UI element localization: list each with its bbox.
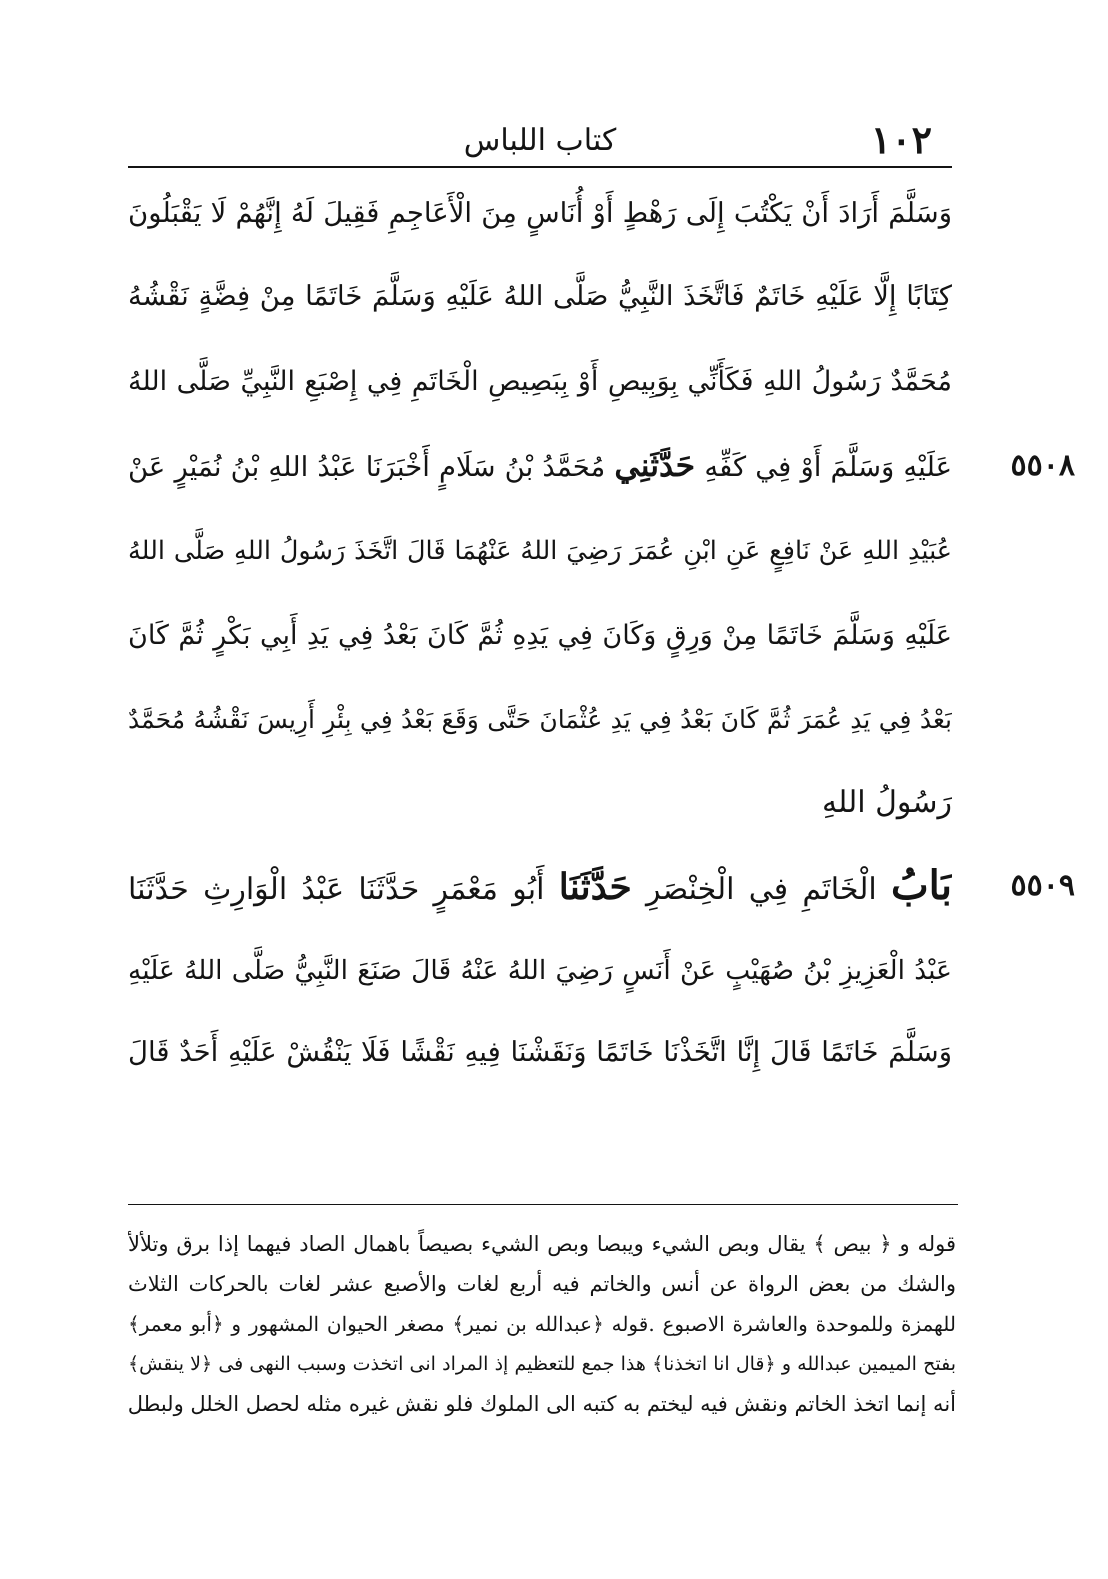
main-text-line xyxy=(128,856,952,916)
text-segment: عَلَيْهِ وَسَلَّمَ أَوْ فِي كَفِّهِ xyxy=(704,451,952,483)
text-segment: الْخَاتَمِ فِي الْخِنْصَرِ xyxy=(646,872,877,907)
main-text-line: عَبْدُ الْعَزِيزِ بْنُ صُهَيْبٍ عَنْ أَنَسٍ رَضِيَ اللهُ عَنْهُ قَالَ صَنَعَ النَّبِيُّ صَلَّى اللهُ عَلَيْهِ xyxy=(128,955,952,986)
footnote-divider xyxy=(128,1204,958,1205)
book-title: كتاب اللباس xyxy=(463,123,617,158)
footnote-line: بفتح الميمين عبدالله و ﴿قال انا اتخذنا﴾ هذا جمع للتعظيم إذ المراد انى اتخذت وسبب النهى فى ﴿لا ينقش﴾ xyxy=(128,1353,956,1375)
page-number: ١٠٢ xyxy=(870,117,932,162)
footnote-line: قوله و ﴿ بيص ﴾ يقال وبص الشيء ويبصا وبص الشيء بصيصاً باهمال الصاد فيهما إذا برق وتلألأ xyxy=(128,1232,956,1256)
hadith-number: ٥٥٠٩ xyxy=(1010,868,1075,903)
main-text-line: عَلَيْهِ وَسَلَّمَ خَاتَمًا مِنْ وَرِقٍ وَكَانَ فِي يَدِهِ ثُمَّ كَانَ بَعْدُ فِي يَدِ أَبِي بَكْرٍ ثُمَّ كَانَ xyxy=(128,620,952,651)
header-divider xyxy=(128,166,952,168)
text-segment: مُحَمَّدُ بْنُ سَلَامٍ أَخْبَرَنَا عَبْدُ اللهِ بْنُ نُمَيْرٍ عَنْ xyxy=(128,451,606,483)
text-segment: أَبُو مَعْمَرٍ حَدَّثَنَا عَبْدُ الْوَارِثِ حَدَّثَنَا xyxy=(128,872,545,907)
main-text-line xyxy=(128,436,952,496)
main-text-line: كِتَابًا إِلَّا عَلَيْهِ خَاتَمٌ فَاتَّخَذَ النَّبِيُّ صَلَّى اللهُ عَلَيْهِ وَسَلَّمَ خَاتَمًا مِنْ فِضَّةٍ نَقْشُهُ xyxy=(128,280,952,312)
footnote-line: والشك من بعض الرواة عن أنس والخاتم فيه أربع لغات والأصبع عشر لغات بالحركات الثلاث xyxy=(128,1272,956,1296)
footnote-line: أنه إنما اتخذ الخاتم ونقش فيه ليختم به كتبه الى الملوك فلو نقش غيره مثله لحصل الخلل ولبطل xyxy=(128,1392,956,1416)
main-text-line: مُحَمَّدٌ رَسُولُ اللهِ فَكَأَنِّي بِوَبِيصِ أَوْ بِبَصِيصِ الْخَاتَمِ فِي إِصْبَعِ النَّبِيِّ صَلَّى اللهُ xyxy=(128,366,952,397)
narration-keyword: حَدَّثَنَا xyxy=(558,866,632,908)
main-text-line: وَسَلَّمَ خَاتَمًا قَالَ إِنَّا اتَّخَذْنَا خَاتَمًا وَنَقَشْنَا فِيهِ نَقْشًا فَلَا يَنْقُشْ عَلَيْهِ أَحَدٌ قَالَ xyxy=(128,1036,952,1068)
main-text-line: وَسَلَّمَ أَرَادَ أَنْ يَكْتُبَ إِلَى رَهْطٍ أَوْ أُنَاسٍ مِنَ الْأَعَاجِمِ فَقِيلَ لَهُ إِنَّهُمْ لَا يَقْبَلُونَ xyxy=(128,197,952,229)
hadith-number: ٥٥٠٨ xyxy=(1010,448,1075,483)
main-text-line: عُبَيْدِ اللهِ عَنْ نَافِعٍ عَنِ ابْنِ عُمَرَ رَضِيَ اللهُ عَنْهُمَا قَالَ اتَّخَذَ رَسُولُ اللهِ صَلَّى اللهُ xyxy=(128,536,952,566)
page-header xyxy=(128,114,952,166)
chapter-heading-word: بَابُ xyxy=(891,862,952,909)
main-text-line: رَسُولُ اللهِ xyxy=(822,785,952,820)
footnote-line: للهمزة وللموحدة والعاشرة الاصبوع .قوله ﴿عبدالله بن نمير﴾ مصغر الحيوان المشهور و ﴿أبو معمر﴾ xyxy=(128,1312,956,1336)
main-text-line: بَعْدُ فِي يَدِ عُمَرَ ثُمَّ كَانَ بَعْدُ فِي يَدِ عُثْمَانَ حَتَّى وَقَعَ بَعْدُ فِي بِئْرِ أَرِيسَ نَقْشُهُ مُحَمَّدٌ xyxy=(128,705,952,734)
narration-keyword: حَدَّثَنِي xyxy=(614,447,696,484)
